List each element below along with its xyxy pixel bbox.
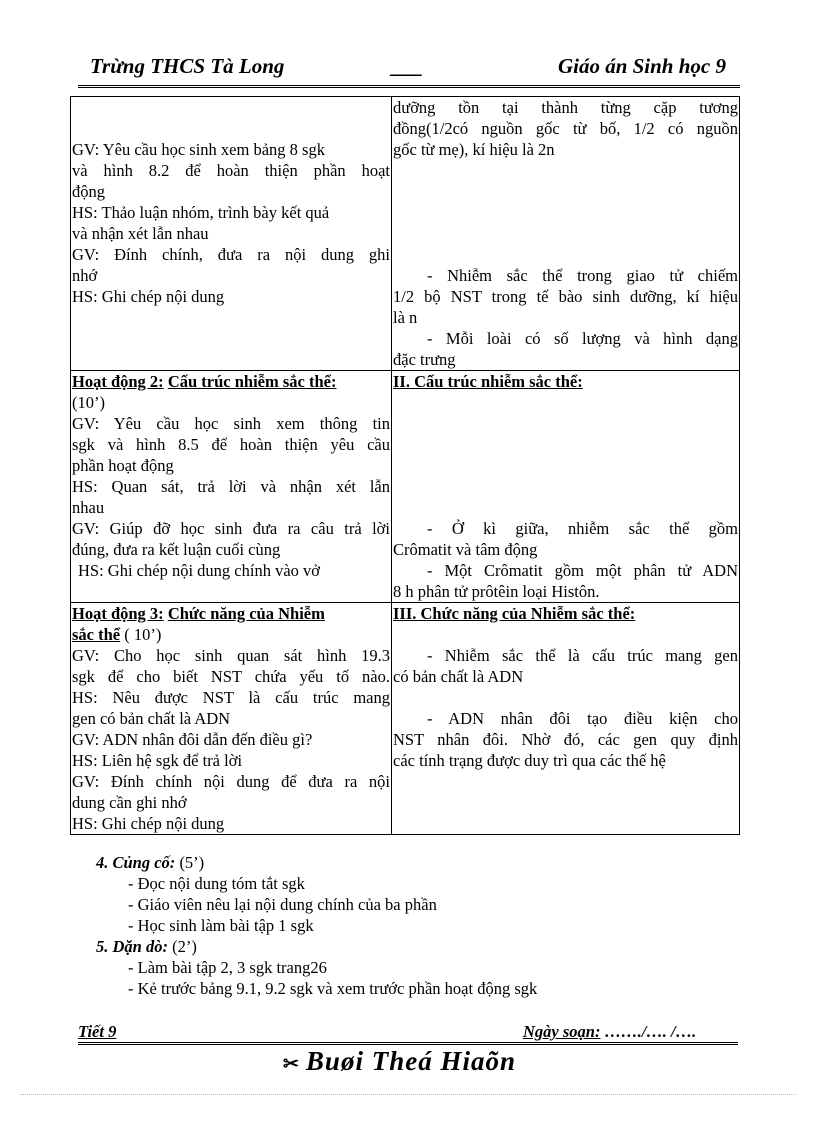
lesson-table: [70, 96, 740, 835]
activity-topic-cont: sắc thể: [72, 625, 121, 644]
activity-label: Hoạt động 2:: [72, 372, 164, 391]
text-line: HS: Quan sát, trả lời và nhận xét lẫn: [72, 477, 390, 496]
homework-title: 5. Dặn dò:: [96, 937, 168, 956]
text-line: có bản chất là ADN: [393, 667, 524, 686]
list-item: - Làm bài tập 2, 3 sgk trang26: [128, 958, 327, 977]
text-line: dung cần ghi nhớ: [72, 793, 187, 812]
text-line: phần hoạt động: [72, 456, 174, 475]
text-line: HS: Ghi chép nội dung chính vào vở: [78, 561, 320, 580]
header-separator: ___: [390, 54, 422, 78]
homework-heading: [96, 936, 537, 957]
text-line: - Nhiễm sắc thể trong giao tử chiếm: [427, 266, 738, 285]
consolidation-heading: [96, 852, 537, 873]
activity-label: Hoạt động 3:: [72, 604, 164, 623]
text-line: động: [72, 182, 105, 201]
text-line: GV: Đính chính, đưa ra nội dung ghi: [72, 245, 390, 264]
text-line: gốc từ mẹ), kí hiệu là 2n: [393, 140, 555, 159]
text-line: GV: Yêu cầu học sinh xem bảng 8 sgk: [72, 140, 325, 159]
content-cell: [392, 371, 740, 603]
author-name: Buøi Theá Hiaõn: [305, 1046, 516, 1076]
table-row: [71, 97, 740, 371]
page-bottom-border: [20, 1094, 796, 1095]
table-row: [71, 603, 740, 835]
text-line: và hình 8.2 để hoàn thiện phần hoạt: [72, 161, 390, 180]
header-divider: [78, 85, 740, 88]
text-line: - Một Crômatit gồm một phân tử ADN: [427, 561, 738, 580]
scissors-icon: ✂: [283, 1054, 300, 1075]
activity-topic: Cấu trúc nhiễm sắc thể:: [167, 372, 337, 391]
text-line: HS: Ghi chép nội dung: [72, 814, 225, 833]
list-item: - Giáo viên nêu lại nội dung chính của ba phần: [128, 895, 437, 914]
school-name: Trừng THCS Tà Long: [90, 54, 285, 78]
text-line: dưỡng tồn tại thành từng cặp tương: [393, 98, 738, 117]
list-item: - Kẻ trước bảng 9.1, 9.2 sgk và xem trước phần hoạt động sgk: [128, 979, 538, 998]
text-line: sgk để cho biết NST chứa yếu tố nào.: [72, 667, 390, 686]
content-cell: [392, 603, 740, 835]
text-line: NST nhân đôi. Nhờ đó, các gen quy định: [393, 730, 738, 749]
text-line: đặc trưng: [393, 350, 456, 369]
lesson-wrapup: [96, 852, 537, 999]
text-line: và nhận xét lẫn nhau: [72, 224, 209, 243]
page-header: [90, 54, 726, 80]
list-item: - Học sinh làm bài tập 1 sgk: [128, 916, 314, 935]
lesson-number: Tiết 9: [78, 1022, 117, 1041]
activity-cell: [71, 97, 392, 371]
text-line: HS: Thảo luận nhóm, trình bày kết quả: [72, 203, 330, 222]
text-line: HS: Nêu được NST là cấu trúc mang: [72, 688, 390, 707]
text-line: 8 h phân tử prôtêin loại Histôn.: [393, 582, 600, 601]
homework-time: (2’): [172, 937, 197, 956]
table-row: [71, 371, 740, 603]
text-line: nhau: [72, 498, 105, 517]
text-line: GV: Giúp đỡ học sinh đưa ra câu trả lời: [72, 519, 390, 538]
subject-title: Giáo án Sinh học 9: [557, 54, 726, 78]
text-line: là n: [393, 308, 418, 327]
text-line: gen có bản chất là ADN: [72, 709, 231, 728]
text-line: GV: Yêu cầu học sinh xem thông tin: [72, 414, 390, 433]
author-signature: [283, 1046, 516, 1077]
text-line: - Mỗi loài có số lượng và hình dạng: [427, 329, 738, 348]
text-line: GV: Cho học sinh quan sát hình 19.3: [72, 646, 390, 665]
text-line: HS: Ghi chép nội dung: [72, 287, 225, 306]
activity-heading: [72, 603, 390, 624]
activity-cell: [71, 371, 392, 603]
text-line: - ADN nhân đôi tạo điều kiện cho: [427, 709, 738, 728]
text-line: Crômatit và tâm động: [393, 540, 538, 559]
text-line: 1/2 bộ NST trong tế bào sinh dưỡng, kí hiệu: [393, 287, 738, 306]
text-line: GV: ADN nhân đôi dẫn đến điều gì?: [72, 730, 313, 749]
activity-time: ( 10’): [124, 625, 162, 644]
section-heading: II. Cấu trúc nhiễm sắc thể:: [393, 372, 583, 391]
list-item: - Đọc nội dung tóm tắt sgk: [128, 874, 305, 893]
prep-date-value: ……./…. /….: [604, 1022, 697, 1041]
text-line: đồng(1/2có nguồn gốc từ bố, 1/2 có nguồn: [393, 119, 738, 138]
text-line: sgk và hình 8.5 để hoàn thiện yêu cầu: [72, 435, 390, 454]
text-line: đúng, đưa ra kết luận cuối cùng: [72, 540, 281, 559]
footer-divider: [78, 1042, 738, 1045]
section-heading: III. Chức năng của Nhiễm sắc thể:: [393, 604, 636, 623]
text-line: HS: Liên hệ sgk để trả lời: [72, 751, 243, 770]
activity-time: (10’): [72, 393, 105, 412]
text-line: GV: Đính chính nội dung để đưa ra nội: [72, 772, 390, 791]
content-cell: [392, 97, 740, 371]
consolidation-time: (5’): [179, 853, 205, 872]
text-line: - Ở kì giữa, nhiễm sắc thể gồm: [427, 519, 738, 538]
activity-heading: [72, 371, 390, 392]
text-line: các tính trạng được duy trì qua các thế hệ: [393, 751, 666, 770]
prep-date-label: Ngày soạn:: [523, 1022, 601, 1041]
consolidation-title: 4. Củng cố:: [96, 853, 176, 872]
prep-date: [523, 1022, 696, 1042]
activity-topic: Chức năng của Nhiễm: [167, 604, 325, 623]
text-line: nhớ: [72, 266, 98, 285]
activity-cell: [71, 603, 392, 835]
text-line: - Nhiễm sắc thể là cấu trúc mang gen: [427, 646, 738, 665]
